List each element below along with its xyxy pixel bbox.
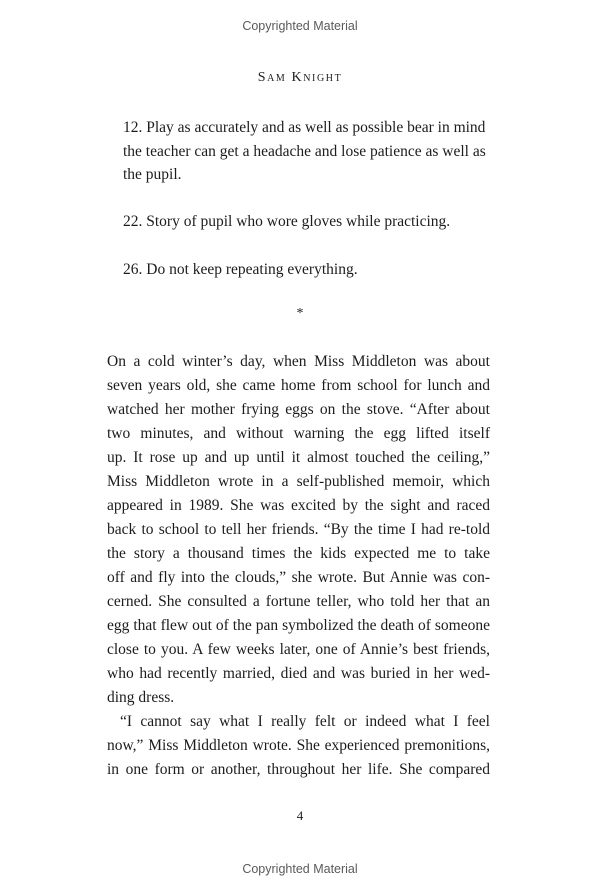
body-line: egg that flew out of the pan symbolized the death of someone — [107, 617, 490, 634]
body-line: back to school to tell her friends. “By the time I had re-told — [107, 521, 490, 538]
copyright-watermark-bottom: Copyrighted Material — [242, 862, 358, 876]
running-head: Sam Knight — [257, 70, 343, 85]
body-line: in one form or another, throughout her life. She compared — [107, 761, 490, 778]
body-line: Miss Middleton wrote in a self-published memoir, which — [107, 473, 490, 490]
body-line: watched her mother frying eggs on the stove. “After about — [107, 401, 490, 418]
copyright-watermark-top: Copyrighted Material — [242, 19, 358, 33]
body-line: seven years old, she came home from school for lunch and — [107, 377, 490, 394]
body-line: now,” Miss Middleton wrote. She experienced premonitions, — [107, 737, 490, 754]
body-line: the story a thousand times the kids expected me to take — [107, 545, 490, 562]
body-line: cerned. She consulted a fortune teller, who told her that an — [107, 593, 490, 610]
body-line: close to you. A few weeks later, one of Annie’s best friends, — [107, 641, 490, 658]
list-item: 22. Story of pupil who wore gloves while practicing. — [123, 213, 451, 230]
body-line: “I cannot say what I really felt or indeed what I feel — [120, 713, 490, 730]
body-line: who had recently married, died and was buried in her wed- — [107, 665, 490, 682]
body-line: appeared in 1989. She was excited by the sight and raced — [107, 497, 490, 514]
list-item: 26. Do not keep repeating everything. — [123, 261, 358, 278]
body-line: On a cold winter’s day, when Miss Middleton was about — [107, 353, 490, 370]
page-number: 4 — [296, 808, 304, 823]
section-break-asterisk: * — [296, 306, 304, 321]
body-line: off and fly into the clouds,” she wrote. But Annie was con- — [107, 569, 490, 586]
list-item: 12. Play as accurately and as well as possible bear in mind the teacher can get a headache and lose patience as well as the pupil. — [123, 119, 486, 183]
body-line: up. It rose up and up until it almost touched the ceiling,” — [107, 449, 490, 466]
body-line: two minutes, and without warning the egg lifted itself — [107, 425, 490, 442]
body-line: ding dress. — [107, 689, 175, 706]
